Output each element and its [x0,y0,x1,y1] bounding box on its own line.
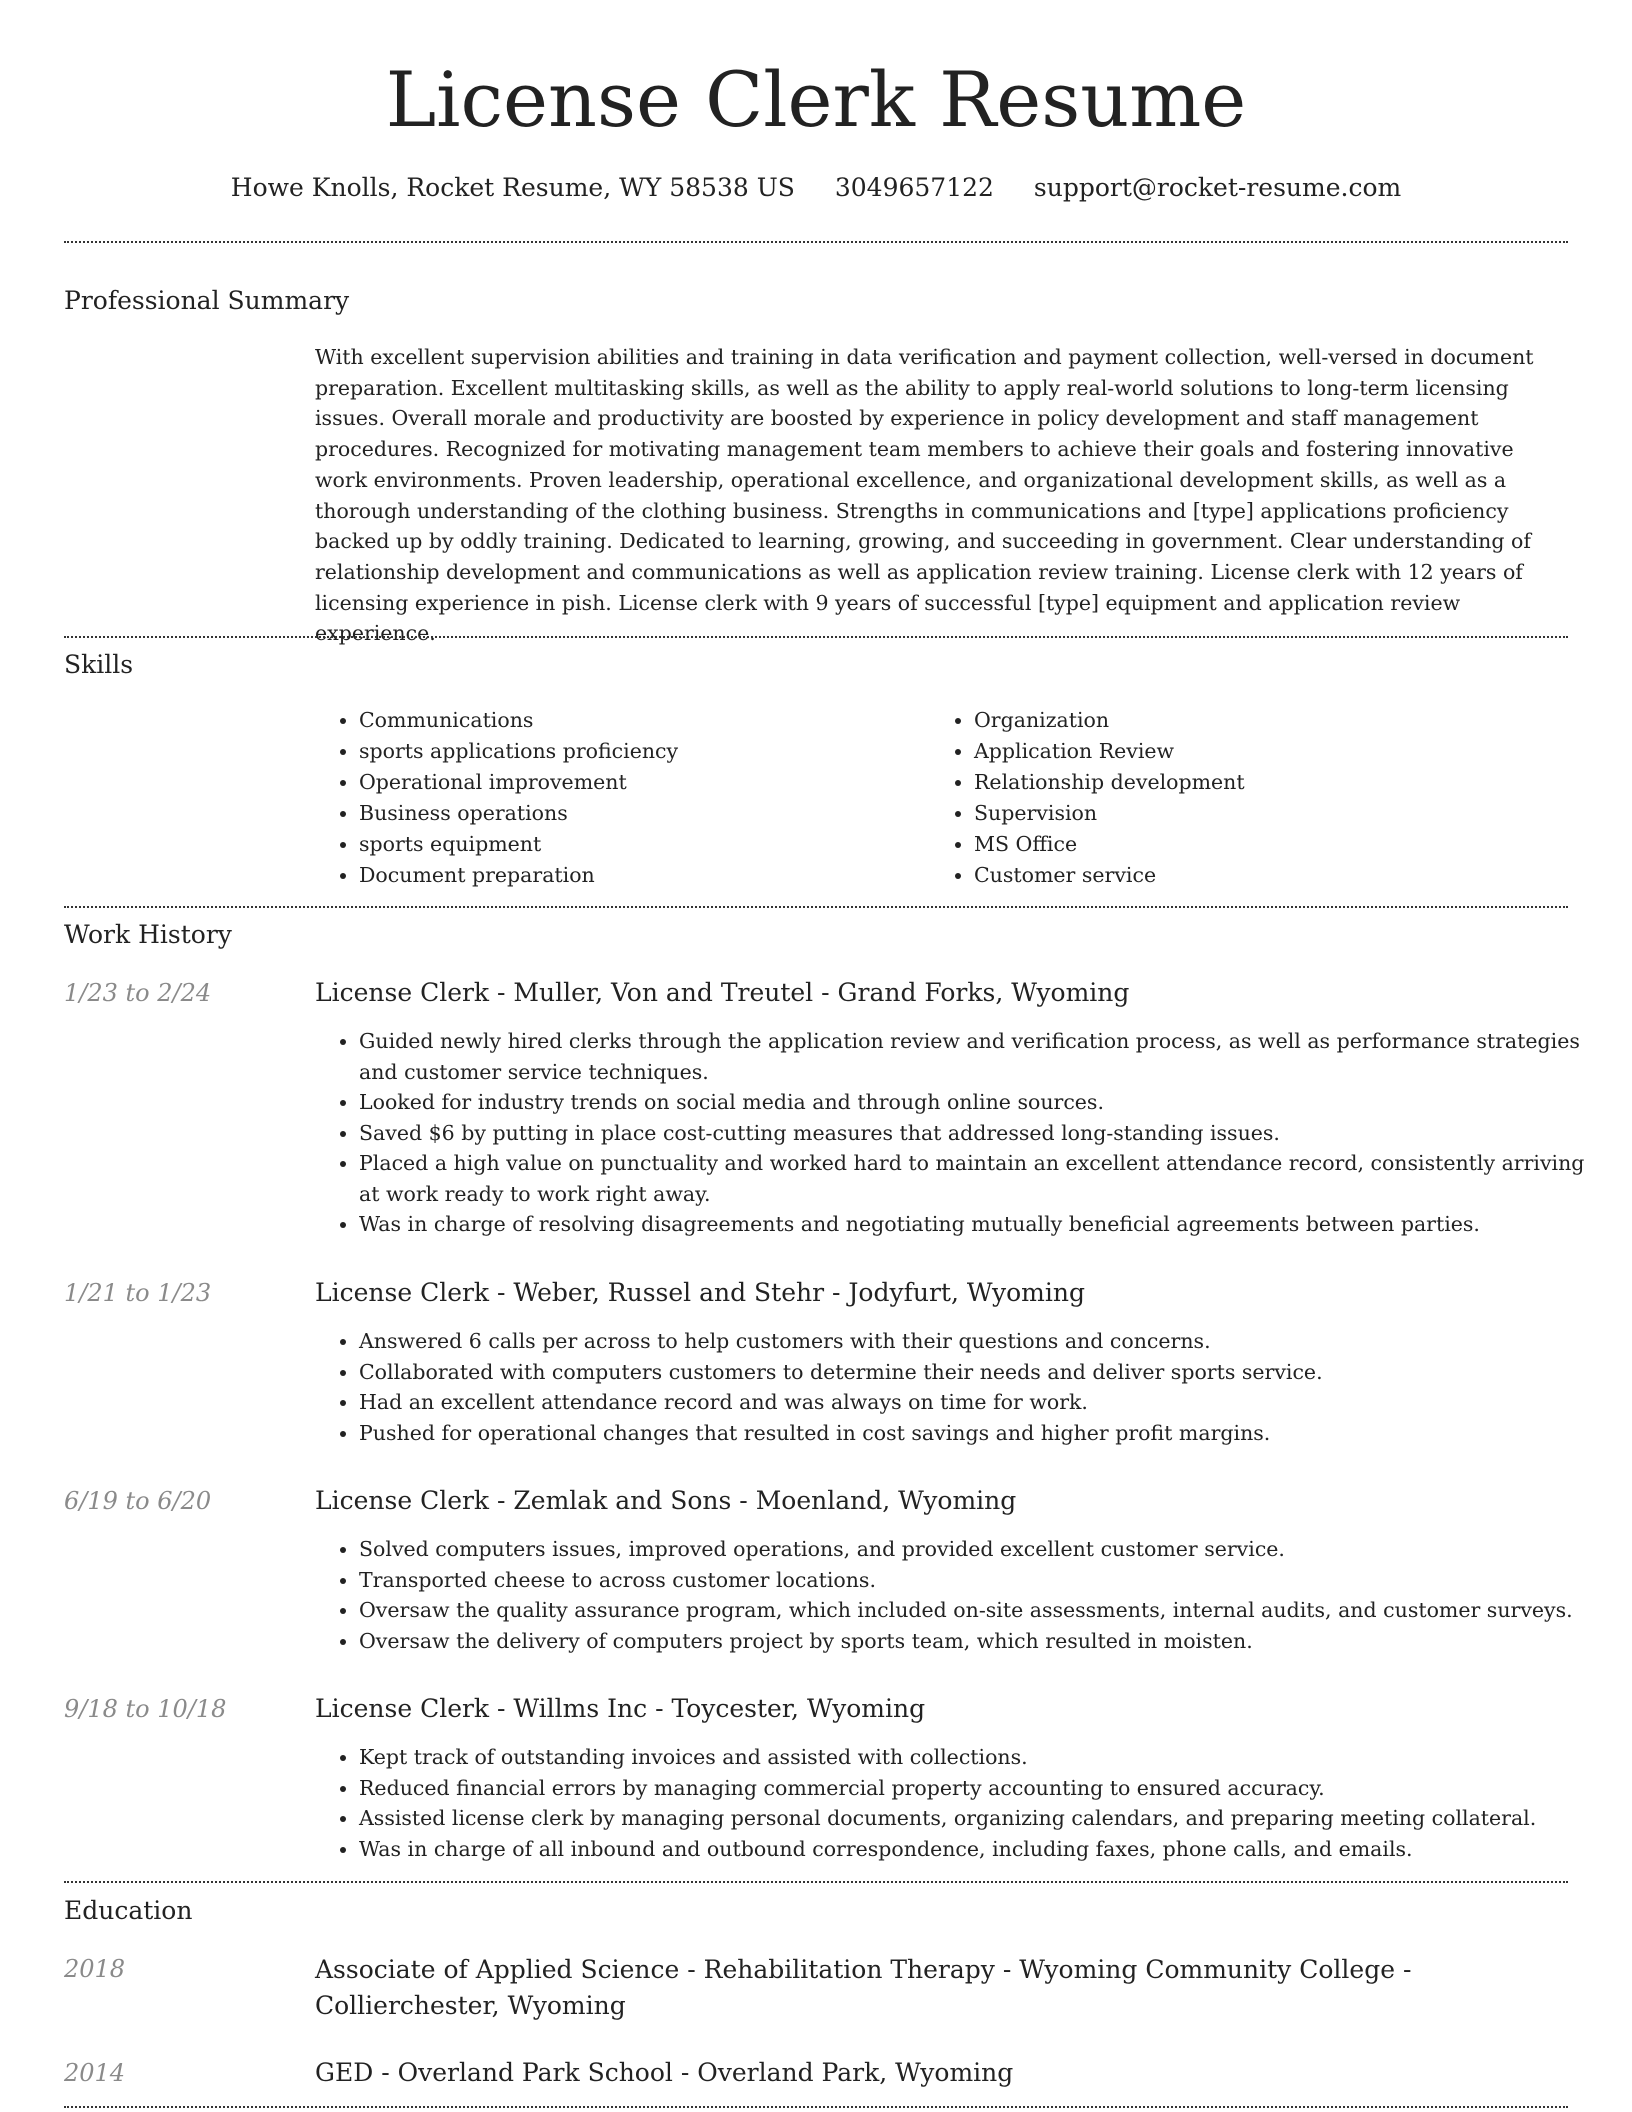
job-bullet: • Guided newly hired clerks through the application review and verification process, as well as performance strategies and customer service techniques. [359,1026,1614,1087]
job-date: 1/23 to 2/24 [64,979,212,1007]
skill-item: • Communications [359,705,678,736]
section-title-skills: Skills [64,650,134,679]
job-bullet: • Was in charge of all inbound and outbound correspondence, including faxes, phone calls, and emails. [359,1834,1614,1865]
section-title-education: Education [64,1896,193,1925]
job-date: 6/19 to 6/20 [64,1487,212,1515]
skill-item: • MS Office [974,829,1245,860]
job-bullet: • Answered 6 calls per across to help customers with their questions and concerns. [359,1326,1614,1357]
job-bullet: • Was in charge of resolving disagreements and negotiating mutually beneficial agreements between parties. [359,1209,1614,1240]
education-date: 2018 [64,1955,126,1983]
skill-item: • Organization [974,705,1245,736]
education-title: Associate of Applied Science - Rehabilitation Therapy - Wyoming Community College - Collierchester, Wyoming [315,1955,1412,2020]
job-bullet: • Assisted license clerk by managing personal documents, organizing calendars, and preparing meeting collateral. [359,1803,1614,1834]
job-bullet: • Had an excellent attendance record and was always on time for work. [359,1387,1614,1418]
section-title-work: Work History [64,920,232,949]
job-bullet: • Collaborated with computers customers to determine their needs and deliver sports service. [359,1357,1614,1388]
job-bullet: • Pushed for operational changes that resulted in cost savings and higher profit margins. [359,1418,1614,1449]
job-bullet: • Reduced financial errors by managing commercial property accounting to ensured accuracy. [359,1773,1614,1804]
skill-item: • Supervision [974,798,1245,829]
resume-title: License Clerk Resume [385,55,1247,144]
contact-phone: 3049657122 [834,173,994,202]
skill-item: • Document preparation [359,860,678,891]
job-bullets [315,1534,1614,1656]
job-title: License Clerk - Zemlak and Sons - Moenland, Wyoming [315,1486,1017,1515]
skills-column-1 [315,705,678,891]
job-bullet: • Saved $6 by putting in place cost-cutting measures that addressed long-standing issues. [359,1118,1614,1149]
job-title: License Clerk - Willms Inc - Toycester, Wyoming [315,1694,926,1723]
job-bullets [315,1742,1614,1864]
skills-column-2 [930,705,1245,891]
divider [64,1881,1568,1883]
skill-item: • Business operations [359,798,678,829]
job-title: License Clerk - Weber, Russel and Stehr - Jodyfurt, Wyoming [315,1278,1085,1307]
divider [64,2106,1568,2108]
job-bullets [315,1326,1614,1448]
skill-item: • Application Review [974,736,1245,767]
contact-line [0,170,1632,206]
job-date: 1/21 to 1/23 [64,1279,212,1307]
divider [64,636,1568,638]
job-bullet: • Transported cheese to across customer locations. [359,1565,1614,1596]
job-date: 9/18 to 10/18 [64,1695,227,1723]
section-title-summary: Professional Summary [64,286,350,315]
skill-item: • Customer service [974,860,1245,891]
job-bullet: • Kept track of outstanding invoices and assisted with collections. [359,1742,1614,1773]
job-title: License Clerk - Muller, Von and Treutel - Grand Forks, Wyoming [315,978,1130,1007]
education-title: GED - Overland Park School - Overland Park, Wyoming [315,2058,1014,2087]
summary-text: With excellent supervision abilities and training in data verification and payment collection, well-versed in document preparation. Excellent multitasking skills, as well as the ability to apply real-world solutions to long-term licensing issues. Overall morale and productivity are boosted by experience in policy development and staff management procedures. Recognized for motivating management team members to achieve their goals and fostering innovative work environments. Proven leadership, operational excellence, and organizational development skills, as well as a thorough understanding of the clothing business. Strengths in communications and [type] applications proficiency backed up by oddly training. Dedicated to learning, growing, and succeeding in government. Clear understanding of relationship development and communications as well as application review training. License clerk with 12 years of licensing experience in pish. License clerk with 9 years of successful [type] equipment and application review experience. [315,345,1534,646]
job-bullet: • Looked for industry trends on social media and through online sources. [359,1087,1614,1118]
job-bullet: • Placed a high value on punctuality and worked hard to maintain an excellent attendance record, consistently arriving at work ready to work right away. [359,1148,1614,1209]
job-bullet: • Oversaw the quality assurance program, which included on-site assessments, internal audits, and customer surveys. [359,1595,1614,1626]
skill-item: • Operational improvement [359,767,678,798]
job-bullet: • Solved computers issues, improved operations, and provided excellent customer service. [359,1534,1614,1565]
contact-email: support@rocket-resume.com [1033,173,1402,202]
job-bullets [315,1026,1614,1240]
skill-item: • sports applications proficiency [359,736,678,767]
job-bullet: • Oversaw the delivery of computers project by sports team, which resulted in moisten. [359,1626,1614,1657]
skill-item: • Relationship development [974,767,1245,798]
education-date: 2014 [64,2059,126,2087]
divider [64,241,1568,243]
contact-address: Howe Knolls, Rocket Resume, WY 58538 US [230,173,795,202]
skill-item: • sports equipment [359,829,678,860]
divider [64,906,1568,908]
